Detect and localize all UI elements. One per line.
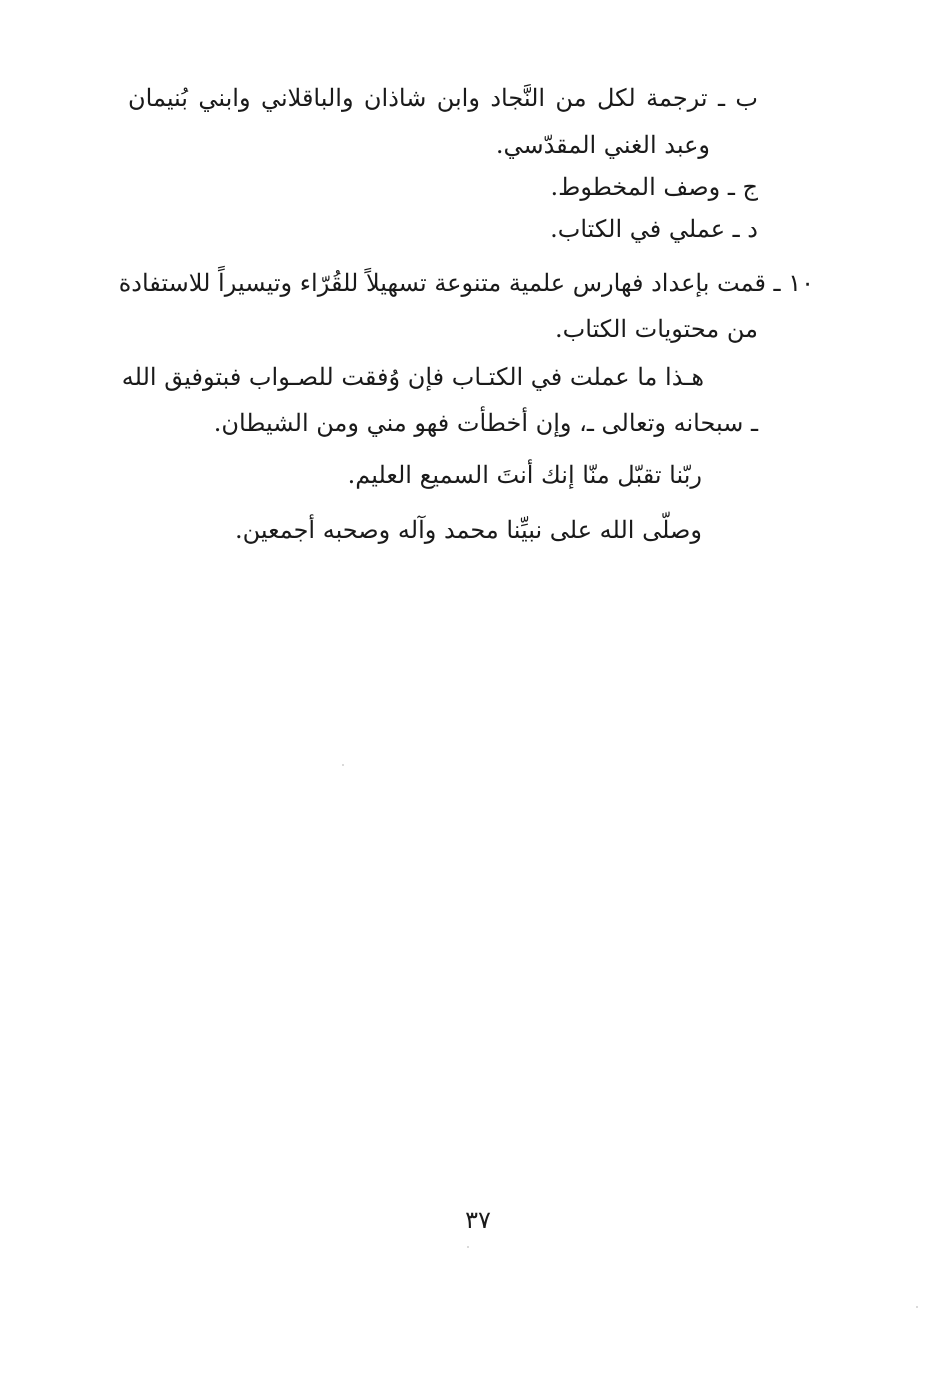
prayer-line: ربّنا تقبّل منّا إنك أنتَ السميع العليم. <box>347 461 702 489</box>
closing-line-2: ـ سبحانه وتعالى ـ، وإن أخطأت فهو مني ومن الشيطان. <box>213 409 758 437</box>
scan-speck <box>467 1246 469 1248</box>
item-c: ج ـ وصف المخطوط. <box>550 173 758 201</box>
scan-speck <box>916 1306 918 1308</box>
scan-speck <box>342 764 344 766</box>
item-10-line-1: ١٠ ـ قمت بإعداد فهارس علمية متنوعة تسهيلاً للقُرّاء وتيسيراً للاستفادة <box>118 269 814 297</box>
blessing-line: وصلّى الله على نبيِّنا محمد وآله وصحبه أجمعين. <box>234 516 702 544</box>
item-10-line-2: من محتويات الكتاب. <box>555 315 758 343</box>
page-number: ٣٧ <box>465 1206 491 1234</box>
item-b-line-2: وعبد الغني المقدّسي. <box>495 131 710 159</box>
closing-line-1: هـذا ما عملت في الكتـاب فإن وُفقت للصـواب فبتوفيق الله <box>121 363 704 391</box>
item-b-line-1: ب ـ ترجمة لكل من النَّجاد وابن شاذان والباقلاني وابني بُنيمان <box>128 84 758 112</box>
item-d: د ـ عملي في الكتاب. <box>550 215 758 243</box>
